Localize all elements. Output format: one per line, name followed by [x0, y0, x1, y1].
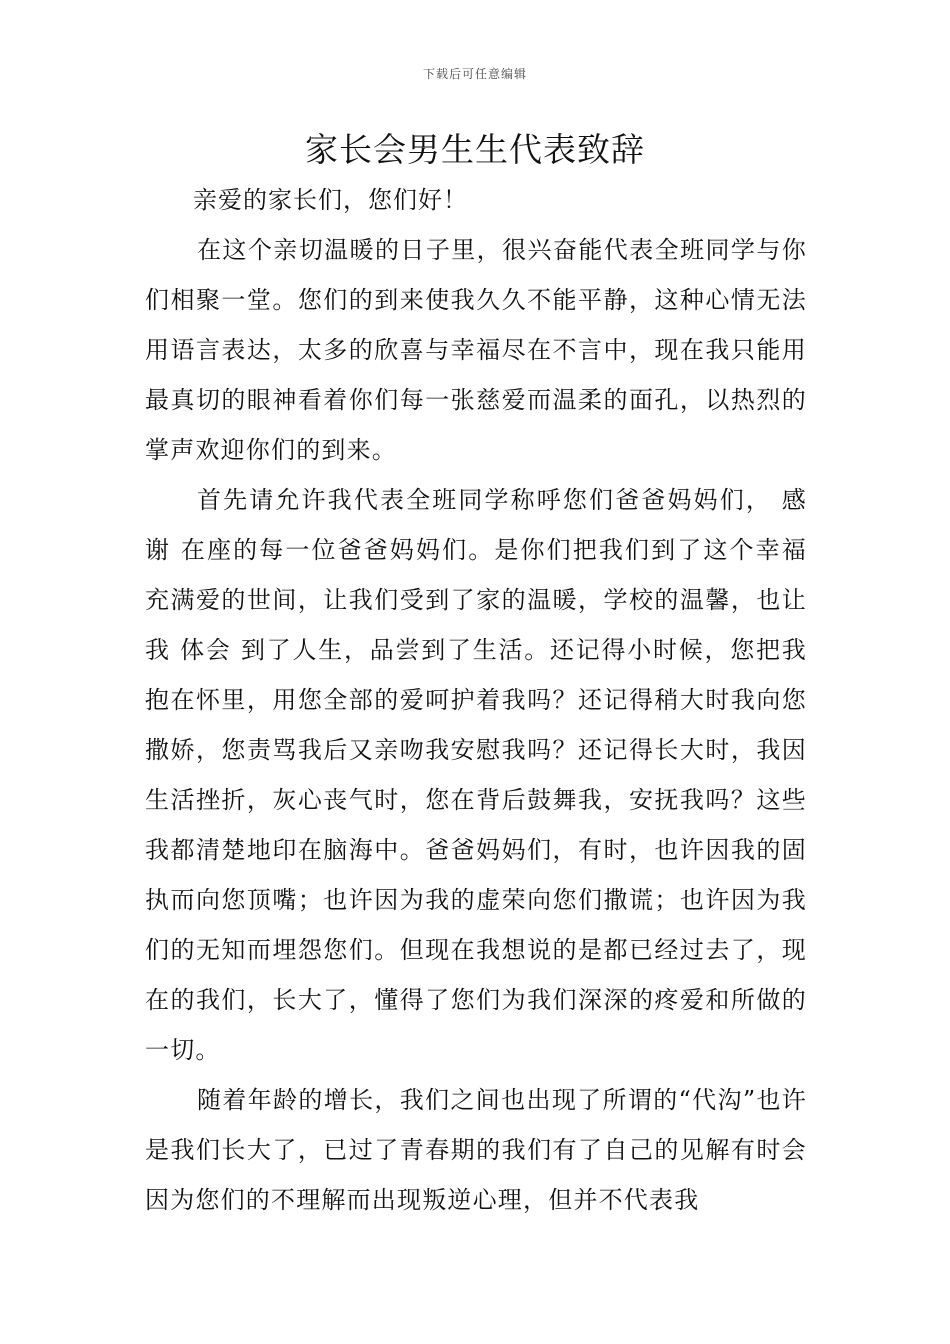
paragraph-2: 首先请允许我代表全班同学称呼您们爸爸妈妈们， 感谢 在座的每一位爸爸妈妈们。是你们把我们到了这个幸福充满爱的世间，让我们受到了家的温暖，学校的温馨，也让我 体会 到了人生，品尝到了生活。还记得小时候，您把我抱在怀里，用您全部的爱呵护着我吗？还记得稍大时我向您撒娇，您责骂我后又亲吻我安慰我吗？还记得长大时，我因生活挫折，灰心丧气时，您在背后鼓舞我，安抚我吗？这些我都清楚地印在脑海中。爸爸妈妈们，有时，也许因我的固执而向您顶嘴；也许因为我的虚荣向您们撒谎；也许因为我们的无知而埋怨您们。但现在我想说的是都已经过去了，现在的我们，长大了，懂得了您们为我们深深的疼爱和所做的一切。: [145, 486, 807, 1064]
paragraph-1: 在这个亲切温暖的日子里，很兴奋能代表全班同学与你们相聚一堂。您们的到来使我久久不能平静，这种心情无法用语言表达，太多的欣喜与幸福尽在不言中，现在我只能用最真切的眼神看着你们每一张慈爱而温柔的面孔，以热烈的掌声欢迎你们的到来。: [145, 236, 807, 464]
document-body: [145, 175, 807, 1225]
paragraph-3: 随着年龄的增长，我们之间也出现了所谓的“代沟”也许是我们长大了，已过了青春期的我们有了自己的见解有时会因为您们的不理解而出现叛逆心理，但并不代表我: [145, 1086, 807, 1214]
header-note: 下载后可任意编辑: [422, 67, 527, 81]
document-title: 家长会男生生代表致辞: [305, 130, 645, 169]
greeting: 亲爱的家长们，您们好！: [193, 186, 468, 214]
